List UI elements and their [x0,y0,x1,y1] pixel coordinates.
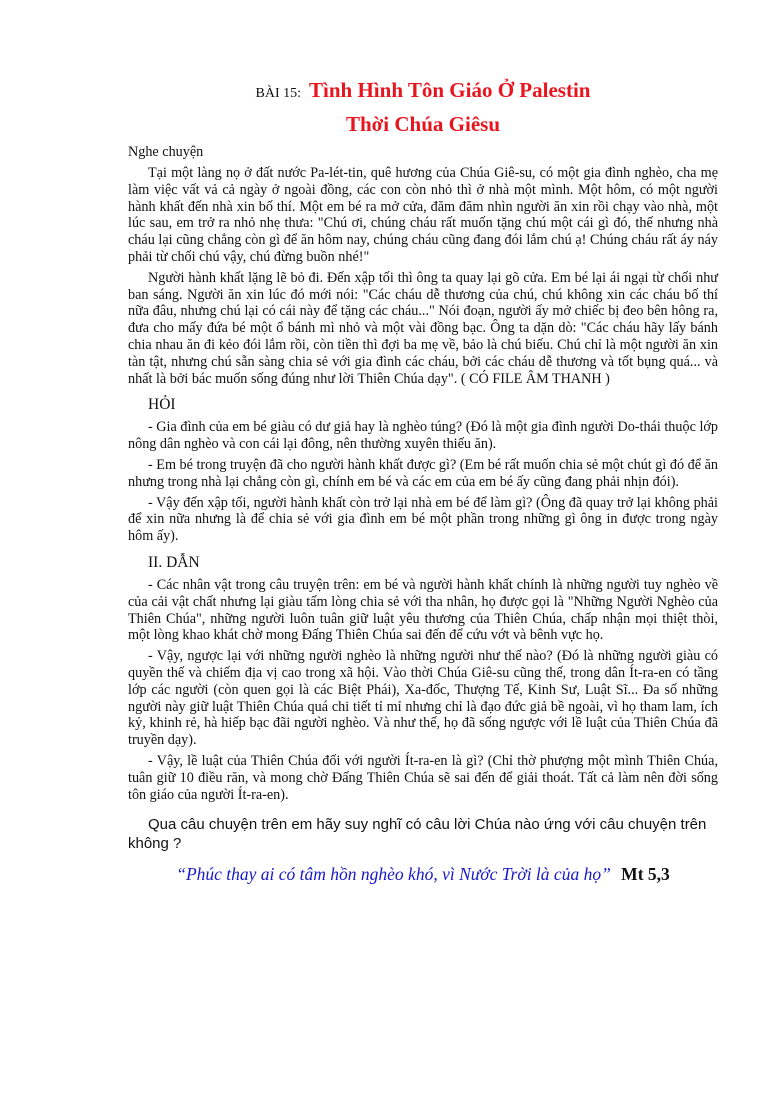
verse-text: “Phúc thay ai có tâm hồn nghèo khó, vì Nước Trời là của họ” [176,864,611,885]
lesson-title-line2: Thời Chúa Giêsu [345,112,500,136]
hoi-paragraph-1: - Gia đình của em bé giàu có dư giả hay là nghèo túng? (Đó là một gia đình người Do-thái thuộc lớp nông dân nghèo và con cái lại đông, nên thường xuyên thiếu ăn). [128,419,718,453]
section-heading-dan: II. DẪN [148,553,200,571]
dan-paragraph-3: - Vậy, lề luật của Thiên Chúa đối với người Ít-ra-en là gì? (Chỉ thờ phượng một mình Thiên Chúa, tuân giữ 10 điều răn, và mong chờ Đấng Thiên Chúa sẽ sai đến để giải thoát. Tất cả làm nên đời sống tôn giáo của người Ít-ra-en). [128,752,718,803]
lesson-number: BÀI 15: [255,86,302,101]
reflection-question: Qua câu chuyện trên em hãy suy nghĩ có câu lời Chúa nào ứng với câu chuyện trên không ? [128,816,707,853]
lesson-title [128,76,718,108]
document-page [0,76,768,1100]
verse-reference: Mt 5,3 [621,864,670,885]
section-heading-hoi: HỎI [148,396,176,414]
story-paragraph-1: Tại một làng nọ ở đất nước Pa-lét-tin, quê hương của Chúa Giê-su, có một gia đình nghèo, cha mẹ làm việc vất vả cả ngày ở ngoài đồng, các con còn nhỏ thì ở nhà một mình. Một hôm, có một người hành khất đến nhà xin bố thí. Một em bé ra mở cửa, đăm đăm nhìn người ăn xin rồi chạy vào nhà, một lúc sau, em trở ra nhỏ nhẹ thưa: "Chú ơi, chúng cháu rất muốn tặng chú một cái gì đó, thế nhưng nhà cháu lại cũng chẳng còn gì để ăn hôm nay, chúng cháu cũng đang đói lắm chú ạ! Chúng cháu rất áy náy phải từ chối chú vậy, chú đừng buồn nhé!" [128,165,718,265]
hoi-paragraph-2: - Em bé trong truyện đã cho người hành khất được gì? (Em bé rất muốn chia sẻ một chút gì đó để ăn nhưng trong nhà lại chẳng còn gì, chính em bé và các em của em bé ấy cũng đang phải nhịn đói). [128,456,718,490]
lesson-title-line1: Tình Hình Tôn Giáo Ở Palestin [309,78,591,102]
story-label: Nghe chuyện [128,144,204,160]
dan-paragraph-2: - Vậy, ngược lại với những người nghèo là những người như thế nào? (Đó là những người giàu có quyền thế và chiếm địa vị cao trong xã hội. Vào thời Chúa Giê-su cũng thế, trong dân Ít-ra-en có tầng lớp các người (còn quen gọi là các Biệt Phái), Xa-đốc, Thượng Tế, Kinh Sư, Luật Sĩ... Đa số những người này giữ luật Thiên Chúa quá chi tiết tỉ mỉ nhưng chỉ là đạo đức giả bề ngoài, vì họ tham lam, ích kỷ, khinh rẻ, hà hiếp bạc đãi người nghèo. Và như thế, họ đã sống ngược với lề luật của Thiên Chúa đã truyền dạy). [128,648,718,749]
hoi-paragraph-3: - Vậy đến xập tối, người hành khất còn trở lại nhà em bé để làm gì? (Ông đã quay trở lại không phải để xin nữa nhưng là để chia sẻ với gia đình em bé một phần trong những gì ông in được trong ngày hôm ấy). [128,494,718,545]
dan-paragraph-1: - Các nhân vật trong câu truyện trên: em bé và người hành khất chính là những người tuy nghèo về của cải vật chất nhưng lại giàu tấm lòng chia sẻ với tha nhân, họ được gọi là "Những Người Nghèo của Thiên Chúa", những người luôn tuân giữ luật yêu thương của Thiên Chúa, chấp nhận mọi thiệt thòi, một lòng khao khát chờ mong Đấng Thiên Chúa sai đến để cứu vớt và bênh vực họ. [128,576,718,644]
story-paragraph-2: Người hành khất lặng lẽ bỏ đi. Đến xập tối thì ông ta quay lại gõ cửa. Em bé lại ái ngại từ chối như ban sáng. Người ăn xin lúc đó mới nói: "Các cháu dễ thương của chú, chú không xin các cháu bố thí nữa đâu, nhưng chú lại có cái này để tặng các cháu..." Nói đoạn, người ấy mở chiếc bị đeo bên hông ra, đưa cho mấy đứa bé một ổ bánh mì nhỏ và một vài đồng bạc. Ông ta dặn dò: "Các cháu hãy lấy bánh chia nhau ăn đi kẻo đói lắm rồi, còn tiền thì đợi ba mẹ về, bảo là chú biếu. Chú chỉ là một người ăn xin tàn tật, nhưng chú sẵn sàng chia sẻ với gia đình các cháu, bởi các cháu dễ thương và tốt bụng quá... và nhất là bởi bác muốn sống đúng như lời Thiên Chúa dạy". ( CÓ FILE ÂM THANH ) [128,269,718,387]
bible-verse [128,863,718,885]
